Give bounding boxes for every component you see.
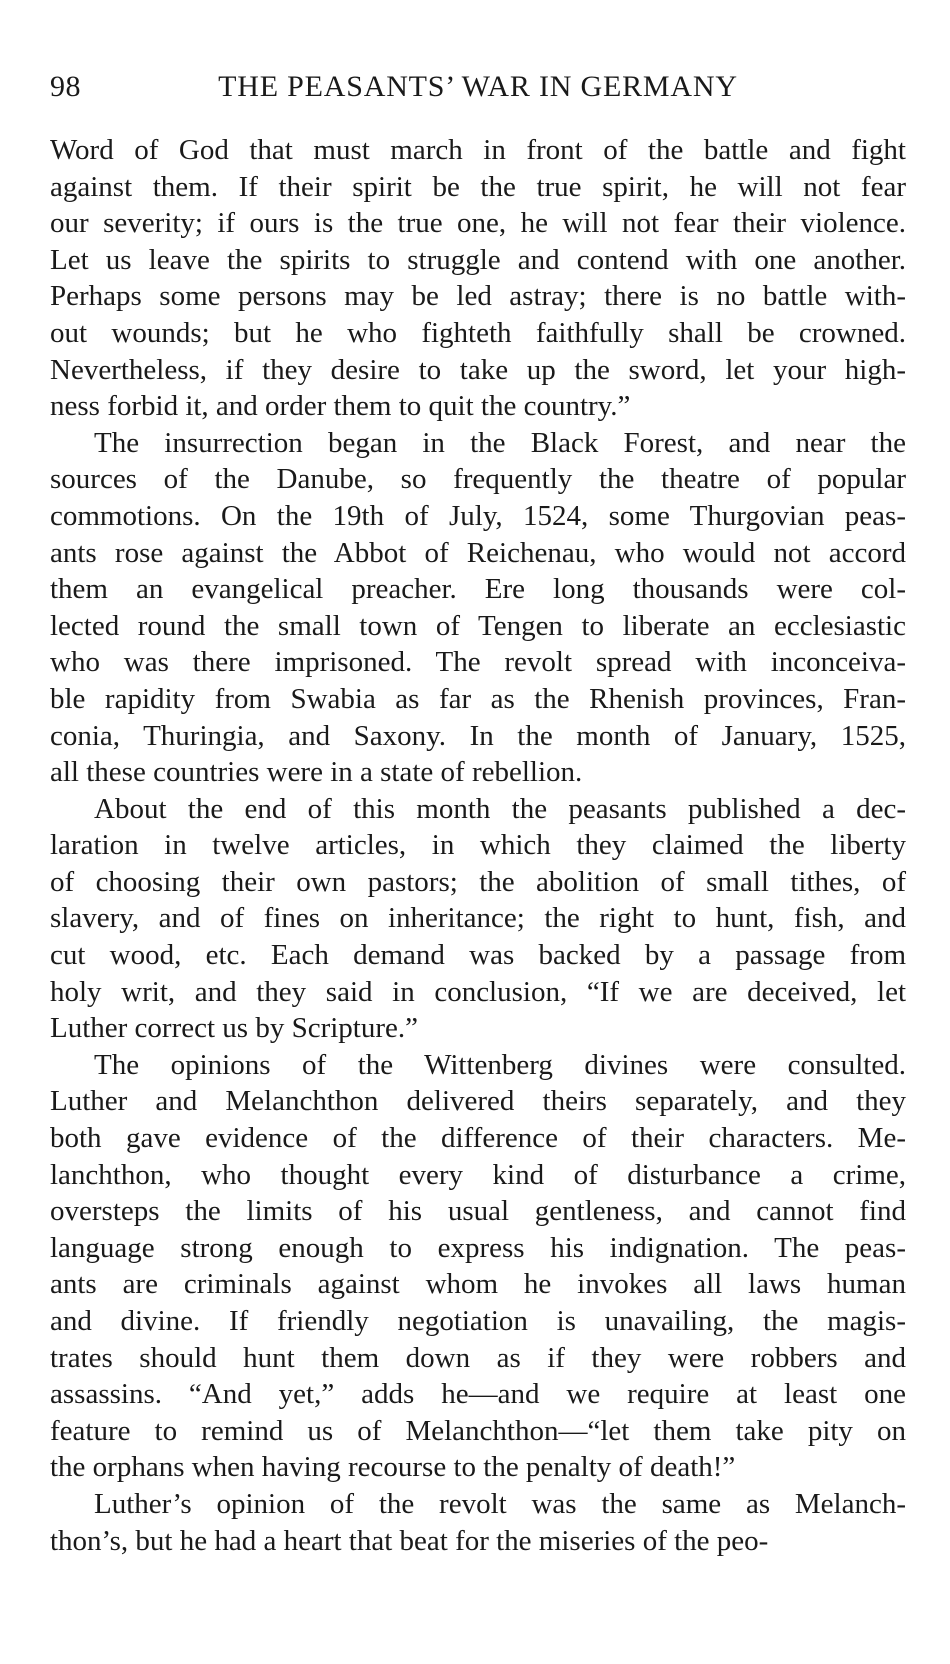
text-line: cut wood, etc. Each demand was backed by a passage from	[50, 939, 906, 972]
text-line: lected round the small town of Tengen to liberate an ecclesiastic	[50, 609, 906, 642]
text-line: assassins. “And yet,” adds he—and we require at least one	[50, 1378, 906, 1411]
text-line: language strong enough to express his indignation. The peas-	[50, 1231, 906, 1264]
text-line: Word of God that must march in front of the battle and fight	[50, 134, 906, 166]
text-line: Luther’s opinion of the revolt was the same as Melanch-	[94, 1487, 906, 1520]
text-line: sources of the Danube, so frequently the theatre of popular	[50, 463, 906, 496]
paragraph	[50, 1047, 906, 1486]
page-number: 98	[50, 70, 81, 103]
paragraph	[50, 791, 906, 1047]
text-line: against them. If their spirit be the true spirit, he will not fear	[50, 170, 906, 203]
text-line: Let us leave the spirits to struggle and contend with one another.	[50, 243, 906, 276]
text-line: Perhaps some persons may be led astray; there is no battle with-	[50, 280, 906, 313]
text-line: conia, Thuringia, and Saxony. In the month of January, 1525,	[50, 719, 906, 752]
text-line: lanchthon, who thought every kind of disturbance a crime,	[50, 1158, 906, 1191]
text-line: Luther correct us by Scripture.”	[50, 1012, 418, 1045]
text-line: of choosing their own pastors; the abolition of small tithes, of	[50, 865, 906, 898]
paragraph	[50, 1486, 906, 1559]
text-line: all these countries were in a state of rebellion.	[50, 756, 583, 789]
paragraph	[50, 425, 906, 791]
text-line: About the end of this month the peasants published a dec-	[94, 792, 906, 825]
text-line: laration in twelve articles, in which they claimed the liberty	[50, 829, 906, 862]
running-title: THE PEASANTS’ WAR IN GERMANY	[218, 70, 738, 103]
text-line: slavery, and of fines on inheritance; the right to hunt, fish, and	[50, 902, 906, 935]
page-header	[50, 70, 906, 110]
text-line: our severity; if ours is the true one, he will not fear their violence.	[50, 207, 906, 240]
text-line: Luther and Melanchthon delivered theirs separately, and they	[50, 1085, 906, 1118]
text-line: holy writ, and they said in conclusion, “If we are deceived, let	[50, 975, 906, 1008]
text-line: thon’s, but he had a heart that beat for the miseries of the peo-	[50, 1524, 769, 1557]
text-line: ble rapidity from Swabia as far as the Rhenish provinces, Fran-	[50, 682, 906, 715]
text-line: and divine. If friendly negotiation is unavailing, the magis-	[50, 1305, 906, 1337]
book-page	[50, 70, 906, 1559]
text-line: oversteps the limits of his usual gentleness, and cannot find	[50, 1195, 906, 1228]
text-line: out wounds; but he who fighteth faithfully shall be crowned.	[50, 316, 906, 349]
text-line: ness forbid it, and order them to quit the country.”	[50, 390, 631, 423]
text-line: ants are criminals against whom he invokes all laws human	[50, 1268, 906, 1301]
body-text	[50, 132, 906, 1559]
text-line: trates should hunt them down as if they were robbers and	[50, 1341, 906, 1374]
text-line: both gave evidence of the difference of their characters. Me-	[50, 1122, 906, 1155]
paragraph	[50, 132, 906, 425]
text-line: them an evangelical preacher. Ere long thousands were col-	[50, 573, 906, 606]
text-line: who was there imprisoned. The revolt spread with inconceiva-	[50, 646, 906, 679]
text-line: the orphans when having recourse to the penalty of death!”	[50, 1451, 736, 1484]
text-line: The insurrection began in the Black Forest, and near the	[94, 426, 906, 459]
text-line: commotions. On the 19th of July, 1524, some Thurgovian peas-	[50, 499, 906, 532]
text-line: Nevertheless, if they desire to take up the sword, let your high-	[50, 353, 906, 386]
text-line: The opinions of the Wittenberg divines were consulted.	[94, 1048, 906, 1081]
text-line: feature to remind us of Melanchthon—“let them take pity on	[50, 1414, 906, 1447]
text-line: ants rose against the Abbot of Reichenau, who would not accord	[50, 536, 906, 569]
